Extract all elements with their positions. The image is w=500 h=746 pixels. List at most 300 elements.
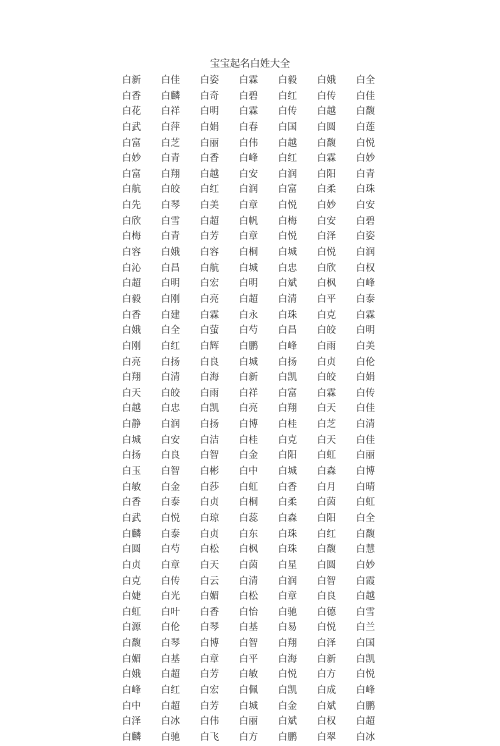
name-cell: 白刚 (122, 340, 142, 352)
name-cell: 白祥 (239, 387, 259, 399)
name-cell: 白姿 (356, 231, 376, 243)
name-cell: 白容 (122, 247, 142, 259)
name-cell: 白权 (317, 716, 337, 728)
name-cell: 白霞 (356, 575, 376, 587)
name-cell: 白天 (200, 559, 220, 571)
name-cell: 白凯 (278, 372, 298, 384)
name-cell: 白扬 (200, 419, 220, 431)
document-title: 宝宝起名白姓大全 (210, 59, 290, 70)
name-cell: 白馥 (356, 106, 376, 118)
name-cell: 白明 (161, 278, 181, 290)
name-cell: 白春 (239, 121, 259, 133)
name-cell: 白安 (356, 200, 376, 212)
name-cell: 白安 (161, 434, 181, 446)
name-cell: 白峰 (356, 278, 376, 290)
name-cell: 白泰 (161, 497, 181, 509)
name-cell: 白中 (122, 700, 142, 712)
name-cell: 白克 (122, 575, 142, 587)
name-cell: 白麟 (122, 731, 142, 743)
name-cell: 白云 (200, 575, 220, 587)
name-cell: 白智 (161, 466, 181, 478)
name-cell: 白帆 (239, 215, 259, 227)
name-cell: 白峰 (122, 684, 142, 696)
name-cell: 白城 (122, 434, 142, 446)
name-cell: 白佳 (161, 75, 181, 86)
name-cell: 白香 (200, 606, 220, 618)
name-cell: 白悦 (161, 512, 181, 524)
name-cell: 白越 (122, 403, 142, 415)
name-cell: 白桂 (278, 419, 298, 431)
name-cell: 白星 (278, 559, 298, 571)
name-cell: 白圆 (317, 121, 337, 133)
name-cell: 白柔 (278, 497, 298, 509)
name-cell: 白天 (317, 434, 337, 446)
name-cell: 白冰 (161, 716, 181, 728)
name-cell: 白馥 (317, 137, 337, 149)
name-cell: 白芳 (200, 231, 220, 243)
name-cell: 白航 (200, 262, 220, 274)
name-cell: 白萤 (200, 325, 220, 337)
name-cell: 白安 (239, 168, 259, 180)
name-cell: 白霖 (317, 387, 337, 399)
name-cell: 白方 (239, 731, 259, 743)
name-cell: 白辉 (200, 340, 220, 352)
name-cell: 白丽 (200, 137, 220, 149)
name-cell: 白飞 (200, 731, 220, 743)
name-cell: 白金 (161, 481, 181, 493)
name-cell: 白枫 (239, 544, 259, 556)
name-cell: 白国 (278, 121, 298, 133)
name-cell: 白婕 (122, 591, 142, 603)
name-cell: 白越 (278, 137, 298, 149)
name-cell: 白昌 (278, 325, 298, 337)
name-cell: 白平 (317, 293, 337, 305)
name-cell: 白伦 (161, 622, 181, 634)
name-cell: 白新 (317, 653, 337, 665)
name-cell: 白香 (122, 309, 142, 321)
name-cell: 白永 (239, 309, 259, 321)
name-cell: 白武 (122, 512, 142, 524)
name-cell: 白碧 (239, 90, 259, 102)
name-cell: 白博 (239, 419, 259, 431)
name-cell: 白霖 (239, 106, 259, 118)
name-cell: 白悦 (278, 200, 298, 212)
name-cell: 白悦 (278, 669, 298, 681)
name-cell: 白克 (317, 309, 337, 321)
name-cell: 白皎 (317, 372, 337, 384)
name-cell: 白娥 (122, 325, 142, 337)
name-cell: 白阳 (317, 512, 337, 524)
name-cell: 白忠 (161, 403, 181, 415)
name-cell: 白雨 (317, 340, 337, 352)
name-cell: 白芳 (200, 669, 220, 681)
name-cell: 白悦 (317, 622, 337, 634)
name-cell: 白章 (239, 231, 259, 243)
name-cell: 白静 (122, 419, 142, 431)
name-cell: 白凯 (356, 653, 376, 665)
name-cell: 白雪 (161, 215, 181, 227)
name-cell: 白馥 (356, 528, 376, 540)
name-cell: 白妙 (356, 559, 376, 571)
name-cell: 白斌 (278, 716, 298, 728)
name-cell: 白欣 (122, 215, 142, 227)
name-cell: 白敏 (239, 669, 259, 681)
name-cell: 白红 (317, 528, 337, 540)
name-cell: 白阳 (278, 450, 298, 462)
name-cell: 白茵 (239, 559, 259, 571)
name-cell: 白翔 (278, 403, 298, 415)
name-cell: 白悦 (278, 231, 298, 243)
name-cell: 白桐 (239, 497, 259, 509)
name-cell: 白源 (122, 622, 142, 634)
name-cell: 白全 (356, 75, 376, 86)
name-cell: 白阳 (317, 168, 337, 180)
name-cell: 白鹏 (239, 340, 259, 352)
name-cell: 白佳 (356, 403, 376, 415)
name-cell: 白金 (278, 700, 298, 712)
name-cell: 白香 (278, 481, 298, 493)
name-cell: 白章 (239, 200, 259, 212)
name-cell: 白昌 (161, 262, 181, 274)
name-cell: 白全 (161, 325, 181, 337)
name-cell: 白沁 (122, 262, 142, 274)
name-cell: 白传 (317, 90, 337, 102)
name-cell: 白扬 (122, 450, 142, 462)
name-cell: 白松 (239, 591, 259, 603)
name-cell: 白东 (239, 528, 259, 540)
name-cell: 白芳 (200, 700, 220, 712)
name-cell: 白天 (122, 387, 142, 399)
name-cell: 白冰 (356, 731, 376, 743)
name-cell: 白芝 (317, 419, 337, 431)
name-cell: 白新 (239, 372, 259, 384)
name-cell: 白超 (161, 669, 181, 681)
name-cell: 白清 (161, 372, 181, 384)
name-cell: 白泰 (356, 293, 376, 305)
name-cell: 白超 (161, 700, 181, 712)
name-cell: 白月 (317, 481, 337, 493)
name-cell: 白传 (356, 387, 376, 399)
name-cell: 白亮 (200, 293, 220, 305)
name-cell: 白博 (200, 638, 220, 650)
name-cell: 白欣 (317, 262, 337, 274)
name-cell: 白传 (161, 575, 181, 587)
name-cell: 白智 (317, 575, 337, 587)
name-cell: 白明 (200, 106, 220, 118)
name-cell: 白越 (200, 168, 220, 180)
name-cell: 白泽 (317, 231, 337, 243)
name-cell: 白香 (200, 153, 220, 165)
name-cell: 白峰 (356, 684, 376, 696)
name-cell: 白泰 (161, 528, 181, 540)
name-cell: 白章 (161, 559, 181, 571)
name-cell: 白超 (356, 716, 376, 728)
name-cell: 白珠 (278, 528, 298, 540)
name-cell: 白娥 (161, 247, 181, 259)
name-cell: 白皎 (161, 387, 181, 399)
name-cell: 白玉 (122, 466, 142, 478)
name-cell: 白松 (200, 544, 220, 556)
name-cell: 白枫 (317, 278, 337, 290)
name-cell: 白良 (317, 591, 337, 603)
name-cell: 白国 (356, 638, 376, 650)
name-cell: 白富 (278, 184, 298, 196)
name-cell: 白平 (239, 653, 259, 665)
name-cell: 白智 (200, 450, 220, 462)
name-cell: 白方 (317, 669, 337, 681)
name-cell: 白伦 (356, 356, 376, 368)
name-cell: 白超 (122, 278, 142, 290)
name-cell: 白中 (239, 466, 259, 478)
name-cell: 白明 (239, 278, 259, 290)
name-cell: 白建 (161, 309, 181, 321)
name-cell: 白妙 (122, 153, 142, 165)
name-cell: 白珠 (278, 544, 298, 556)
name-cell: 白桐 (239, 247, 259, 259)
name-cell: 白姿 (200, 75, 220, 86)
name-cell: 白香 (122, 497, 142, 509)
name-cell: 白富 (122, 168, 142, 180)
name-cell: 白易 (278, 622, 298, 634)
name-cell: 白润 (161, 419, 181, 431)
name-cell: 白驰 (161, 731, 181, 743)
name-cell: 白金 (239, 450, 259, 462)
name-cell: 白清 (356, 419, 376, 431)
name-cell: 白琴 (161, 200, 181, 212)
name-cell: 白良 (200, 356, 220, 368)
name-cell: 白翔 (161, 168, 181, 180)
name-cell: 白悦 (317, 247, 337, 259)
name-cell: 白翠 (317, 731, 337, 743)
name-cell: 白丽 (356, 450, 376, 462)
name-cell: 白霖 (239, 75, 259, 86)
name-cell: 白基 (161, 653, 181, 665)
name-cell: 白传 (278, 106, 298, 118)
name-cell: 白泽 (317, 638, 337, 650)
name-cell: 白圆 (317, 559, 337, 571)
name-cell: 白芍 (239, 325, 259, 337)
name-cell: 白妙 (317, 200, 337, 212)
name-cell: 白雪 (356, 606, 376, 618)
name-cell: 白莎 (200, 481, 220, 493)
name-cell: 白润 (239, 184, 259, 196)
name-cell: 白悦 (356, 137, 376, 149)
name-cell: 白珠 (356, 184, 376, 196)
name-cell: 白富 (278, 387, 298, 399)
name-cell: 白凯 (200, 403, 220, 415)
name-cell: 白森 (317, 466, 337, 478)
name-cell: 白麟 (122, 528, 142, 540)
name-cell: 白叶 (161, 606, 181, 618)
name-cell: 白武 (122, 121, 142, 133)
name-cell: 白成 (317, 684, 337, 696)
name-cell: 白虹 (317, 450, 337, 462)
name-cell: 白悦 (356, 669, 376, 681)
name-cell: 白雨 (200, 387, 220, 399)
name-cell: 白峰 (278, 340, 298, 352)
name-cell: 白祥 (161, 106, 181, 118)
name-cell: 白贞 (200, 528, 220, 540)
name-cell: 白晴 (356, 481, 376, 493)
name-cell: 白清 (278, 293, 298, 305)
name-cell: 白敏 (122, 481, 142, 493)
name-cell: 白越 (356, 591, 376, 603)
name-cell: 白毅 (122, 293, 142, 305)
name-cell: 白扬 (161, 356, 181, 368)
name-cell: 白全 (356, 512, 376, 524)
name-cell: 白天 (317, 403, 337, 415)
name-cell: 白安 (317, 215, 337, 227)
name-cell: 白奇 (200, 90, 220, 102)
name-cell: 白虹 (356, 497, 376, 509)
name-cell: 白媚 (200, 591, 220, 603)
name-cell: 白娟 (200, 121, 220, 133)
name-cell: 白城 (239, 262, 259, 274)
name-cell: 白伟 (239, 137, 259, 149)
name-cell: 白娟 (356, 372, 376, 384)
name-cell: 白翔 (122, 372, 142, 384)
name-cell: 白基 (239, 622, 259, 634)
name-cell: 白茵 (317, 497, 337, 509)
name-cell: 白航 (122, 184, 142, 196)
name-cell: 白毅 (278, 75, 298, 86)
name-cell: 白媚 (122, 653, 142, 665)
name-cell: 白琴 (200, 622, 220, 634)
name-cell: 白贞 (317, 356, 337, 368)
name-cell: 白霖 (317, 153, 337, 165)
name-cell: 白丽 (239, 716, 259, 728)
name-cell: 白富 (122, 137, 142, 149)
name-cell: 白宏 (200, 278, 220, 290)
name-cell: 白刚 (161, 293, 181, 305)
name-cell: 白清 (239, 575, 259, 587)
name-cell: 白麟 (161, 90, 181, 102)
name-cell: 白美 (200, 200, 220, 212)
name-cell: 白容 (200, 247, 220, 259)
name-cell: 白德 (317, 606, 337, 618)
name-cell: 白慧 (356, 544, 376, 556)
name-cell: 白红 (161, 684, 181, 696)
name-cell: 白光 (161, 591, 181, 603)
name-cell: 白城 (239, 700, 259, 712)
name-cell: 白亮 (239, 403, 259, 415)
name-cell: 白花 (122, 106, 142, 118)
name-cell: 白虹 (239, 481, 259, 493)
name-cell: 白章 (278, 591, 298, 603)
name-cell: 白权 (356, 262, 376, 274)
name-cell: 白扬 (278, 356, 298, 368)
name-cell: 白柔 (317, 184, 337, 196)
name-cell: 白琼 (200, 512, 220, 524)
name-cell: 白智 (239, 638, 259, 650)
name-cell: 白超 (200, 215, 220, 227)
name-cell: 白先 (122, 200, 142, 212)
name-cell: 白贞 (200, 497, 220, 509)
name-cell: 白润 (278, 575, 298, 587)
name-cell: 白鹏 (356, 700, 376, 712)
name-cell: 白红 (161, 340, 181, 352)
name-cell: 白鹏 (278, 731, 298, 743)
name-cell: 白梅 (122, 231, 142, 243)
name-cell: 白红 (278, 153, 298, 165)
name-cell: 白萍 (161, 121, 181, 133)
name-cell: 白皎 (317, 325, 337, 337)
name-cell: 白馥 (317, 544, 337, 556)
name-cell: 白霖 (356, 309, 376, 321)
name-cell: 白城 (278, 247, 298, 259)
name-cell: 白珠 (278, 309, 298, 321)
name-cell: 白良 (161, 450, 181, 462)
name-cell: 白佳 (356, 434, 376, 446)
name-cell: 白泽 (122, 716, 142, 728)
name-cell: 白峰 (239, 153, 259, 165)
name-cell: 白莲 (356, 121, 376, 133)
name-cell: 白青 (161, 231, 181, 243)
name-cell: 白梅 (278, 215, 298, 227)
name-cell: 白明 (356, 325, 376, 337)
name-cell: 白香 (122, 90, 142, 102)
name-cell: 白伟 (200, 716, 220, 728)
name-cell: 白蕊 (239, 512, 259, 524)
name-cell: 白娥 (122, 669, 142, 681)
name-cell: 白桂 (239, 434, 259, 446)
name-cell: 白新 (122, 75, 142, 86)
name-cell: 白斌 (317, 700, 337, 712)
name-cell: 白美 (356, 340, 376, 352)
name-cell: 白斌 (278, 278, 298, 290)
name-cell: 白驰 (278, 606, 298, 618)
name-cell: 白红 (200, 184, 220, 196)
name-cell: 白芍 (161, 544, 181, 556)
name-cell: 白凯 (278, 684, 298, 696)
name-cell: 白青 (356, 168, 376, 180)
name-cell: 白馥 (122, 638, 142, 650)
name-cell: 白越 (317, 106, 337, 118)
name-cell: 白霖 (200, 309, 220, 321)
name-cell: 白怡 (239, 606, 259, 618)
name-cell: 白贞 (122, 559, 142, 571)
name-cell: 白碧 (356, 215, 376, 227)
name-cell: 白宏 (200, 684, 220, 696)
name-cell: 白森 (278, 512, 298, 524)
name-cell: 白克 (278, 434, 298, 446)
name-cell: 白亮 (122, 356, 142, 368)
name-cell: 白虹 (122, 606, 142, 618)
name-cell: 白琴 (161, 638, 181, 650)
name-cell: 白佩 (239, 684, 259, 696)
name-cell: 白润 (356, 247, 376, 259)
name-cell: 白青 (161, 153, 181, 165)
name-table (122, 73, 392, 746)
name-cell: 白兰 (356, 622, 376, 634)
name-cell: 白妙 (356, 153, 376, 165)
name-cell: 白佳 (356, 90, 376, 102)
name-cell: 白洁 (200, 434, 220, 446)
name-cell: 白城 (278, 466, 298, 478)
name-cell: 白润 (278, 168, 298, 180)
name-cell: 白皎 (161, 184, 181, 196)
name-cell: 白娥 (317, 75, 337, 86)
name-cell: 白章 (200, 653, 220, 665)
name-cell: 白城 (239, 356, 259, 368)
name-cell: 白圆 (122, 544, 142, 556)
name-cell: 白博 (356, 466, 376, 478)
name-cell: 白忠 (278, 262, 298, 274)
name-cell: 白海 (200, 372, 220, 384)
name-cell: 白翔 (278, 638, 298, 650)
name-cell: 白芝 (161, 137, 181, 149)
name-cell: 白彬 (200, 466, 220, 478)
